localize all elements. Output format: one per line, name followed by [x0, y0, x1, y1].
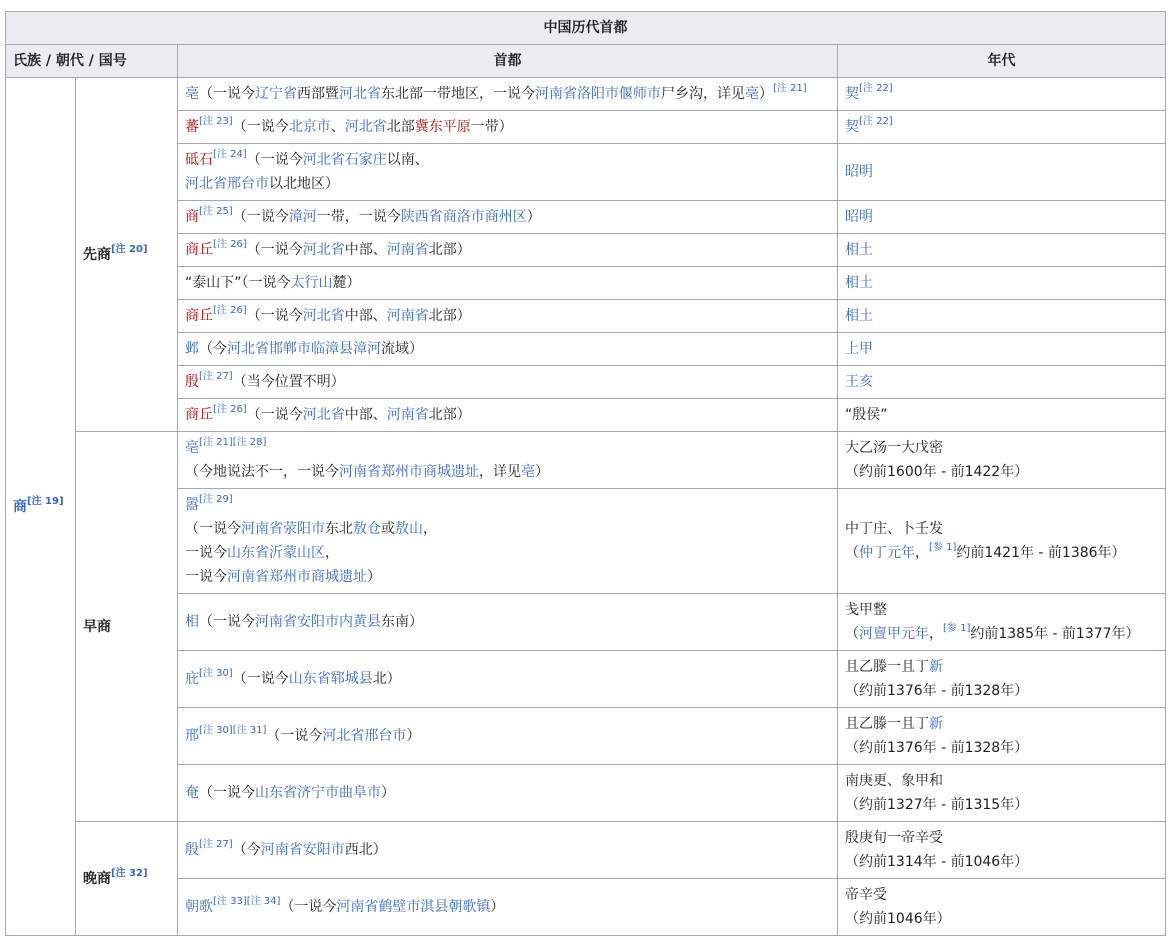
- header-group[interactable]: 氏族 / 朝代 / 国号: [6, 45, 178, 78]
- table-row: [6, 879, 1166, 936]
- capital-link[interactable]: 邢: [185, 728, 199, 744]
- capital-link[interactable]: 河北省: [302, 407, 345, 423]
- capital-text: （一说今: [246, 242, 303, 258]
- capital-link[interactable]: 河南省: [339, 464, 381, 480]
- period-note-ref[interactable]: [注 22]: [859, 116, 893, 127]
- capital-text: （一说今: [266, 728, 323, 744]
- header-capital[interactable]: 首都: [178, 45, 838, 78]
- capital-text: （一说今: [199, 785, 255, 801]
- capital-text: 北部）: [428, 407, 471, 423]
- period-cell: [838, 333, 1166, 366]
- capital-text: ，: [325, 545, 339, 561]
- capital-text: （当今位置不明）: [232, 374, 345, 390]
- capital-text: （一说今: [185, 521, 241, 537]
- period-cell: [838, 78, 1166, 111]
- period-text: （: [845, 545, 859, 561]
- table-row: [6, 594, 1166, 651]
- table-row: [6, 111, 1166, 144]
- capital-link[interactable]: 商洛市: [442, 209, 485, 225]
- capital-cell: [178, 399, 838, 432]
- subgroup-note-ref[interactable]: [注 20]: [111, 243, 148, 255]
- table-row: [6, 78, 1166, 111]
- capital-text: ）: [759, 86, 773, 102]
- capital-redlink[interactable]: 砥石: [185, 152, 213, 168]
- capital-link[interactable]: 亳: [185, 440, 199, 456]
- period-text: （约前1314年 - 前1046年）: [845, 854, 1029, 870]
- capital-link[interactable]: 荥阳市: [283, 521, 325, 537]
- capital-text: （一说今: [246, 308, 303, 324]
- capital-text: ）: [367, 569, 381, 585]
- capital-text: ）: [490, 899, 505, 915]
- capital-link[interactable]: 亳: [185, 86, 199, 102]
- capital-text: ，详见: [479, 464, 521, 480]
- capital-link[interactable]: 河南省: [535, 86, 577, 102]
- table-row: [6, 489, 1166, 594]
- capital-redlink[interactable]: 冀东平原: [414, 119, 471, 135]
- period-link[interactable]: 契: [845, 119, 859, 135]
- capital-cell: [178, 78, 838, 111]
- period-link[interactable]: 河亶甲元年: [859, 626, 929, 642]
- capital-text: 或: [381, 521, 395, 537]
- capital-text: 东南）: [381, 614, 423, 630]
- capital-link[interactable]: 曲阜市: [339, 785, 381, 801]
- period-cell: [838, 300, 1166, 333]
- subgroup-note-ref[interactable]: [注 32]: [111, 867, 148, 879]
- capital-link[interactable]: 偃师市: [619, 86, 661, 102]
- period-text: 约前1421年 - 前1386年）: [956, 545, 1126, 561]
- period-note-ref[interactable]: [参 1]: [943, 623, 971, 634]
- capital-cell: [178, 111, 838, 144]
- capital-text: 西北）: [344, 842, 387, 858]
- capital-text: 一说今: [185, 569, 227, 585]
- capital-link[interactable]: 郑州市: [381, 464, 423, 480]
- capital-cell: [178, 267, 838, 300]
- capital-text: （一说今: [246, 152, 303, 168]
- subgroup-name: 早商: [83, 618, 111, 635]
- capital-link[interactable]: 临漳县: [311, 341, 353, 357]
- period-link[interactable]: 仲丁元年: [859, 545, 915, 561]
- dynasty-cell: [6, 78, 76, 936]
- capital-link[interactable]: 相: [185, 614, 199, 630]
- capital-text: ）: [381, 785, 395, 801]
- capital-link[interactable]: 河南省: [241, 521, 283, 537]
- period-cell: [838, 234, 1166, 267]
- period-text: 约前1385年 - 前1377年）: [970, 626, 1140, 642]
- table-row: [6, 708, 1166, 765]
- capital-link[interactable]: 山东省: [227, 545, 269, 561]
- capital-link[interactable]: 鹤壁市: [378, 899, 421, 915]
- capital-cell: [178, 432, 838, 489]
- capital-link[interactable]: 朝歌: [185, 899, 213, 915]
- period-link[interactable]: 新: [929, 659, 943, 675]
- capital-link[interactable]: 内黄县: [339, 614, 381, 630]
- capital-redlink[interactable]: 商丘: [185, 242, 213, 258]
- capital-link[interactable]: 河北省: [339, 86, 381, 102]
- period-text: 且乙滕一且丁: [845, 716, 929, 732]
- capital-link[interactable]: 山东省: [288, 671, 331, 687]
- capital-link[interactable]: 河北省: [302, 152, 345, 168]
- table-body: [6, 78, 1166, 936]
- dynasty-note-ref[interactable]: [注 19]: [27, 495, 64, 507]
- period-cell: [838, 765, 1166, 822]
- capital-link[interactable]: 殷: [185, 842, 199, 858]
- capital-text: 以南、: [386, 152, 429, 168]
- dynasty-link[interactable]: 商: [13, 498, 27, 515]
- capital-redlink[interactable]: 殷: [185, 374, 199, 390]
- capital-text: 一带）: [470, 119, 513, 135]
- capital-redlink[interactable]: 商: [185, 209, 199, 225]
- capital-link[interactable]: 安阳市: [297, 614, 339, 630]
- capital-text: 中部、: [344, 407, 387, 423]
- capital-cell: [178, 489, 838, 594]
- table-row: [6, 366, 1166, 399]
- capital-text: （一说今: [246, 407, 303, 423]
- capital-note-ref[interactable]: [注 21][注 28]: [199, 437, 267, 448]
- subgroup-cell: [76, 78, 178, 432]
- capital-cell: [178, 879, 838, 936]
- capital-link[interactable]: 济宁市: [297, 785, 339, 801]
- capital-cell: [178, 366, 838, 399]
- table-row: [6, 144, 1166, 201]
- capital-text: 尸乡沟，详见: [661, 86, 745, 102]
- capital-link[interactable]: 河南省: [386, 242, 429, 258]
- capital-link[interactable]: 石家庄: [344, 152, 387, 168]
- capital-text: （一说今: [280, 899, 337, 915]
- capital-text: （一说今: [232, 671, 289, 687]
- period-link[interactable]: 契: [845, 86, 859, 102]
- capital-link[interactable]: 洛阳市: [577, 86, 619, 102]
- capital-text: ）: [406, 728, 421, 744]
- capital-note-ref[interactable]: [注 26]: [213, 404, 247, 415]
- period-text: （约前1600年 - 前1422年）: [845, 464, 1029, 480]
- subgroup-cell: [76, 432, 178, 822]
- period-text: 大乙汤一大戊密: [845, 440, 943, 456]
- capital-text: 、: [330, 119, 345, 135]
- capital-text: “泰山下”（一说今: [185, 275, 291, 291]
- period-text: 帝辛受: [845, 887, 887, 903]
- period-link[interactable]: 相土: [845, 275, 873, 291]
- capital-text: 中部、: [344, 308, 387, 324]
- capital-link[interactable]: 奄: [185, 785, 199, 801]
- capital-link[interactable]: 嚣: [185, 497, 199, 513]
- capital-link[interactable]: 朝歌镇: [448, 899, 491, 915]
- period-link[interactable]: 昭明: [845, 209, 873, 225]
- period-link[interactable]: 相土: [845, 308, 873, 324]
- capitals-table: [5, 11, 1166, 936]
- capital-link[interactable]: 沂蒙山区: [269, 545, 325, 561]
- table-row: [6, 651, 1166, 708]
- capital-text: 以北地区）: [269, 176, 339, 192]
- capital-link[interactable]: 河北省: [322, 728, 365, 744]
- capital-note-ref[interactable]: [注 27]: [199, 371, 233, 382]
- capital-link[interactable]: 河南省: [255, 614, 297, 630]
- period-text: （约前1376年 - 前1328年）: [845, 683, 1029, 699]
- table-row: [6, 267, 1166, 300]
- capital-link[interactable]: 安阳市: [302, 842, 345, 858]
- capital-text: 流域）: [381, 341, 423, 357]
- capital-link[interactable]: 商城遗址: [311, 569, 367, 585]
- capital-link[interactable]: 邺: [185, 341, 199, 357]
- period-cell: [838, 144, 1166, 201]
- period-link[interactable]: 新: [929, 716, 943, 732]
- period-text: 中丁庄、卜壬发: [845, 521, 943, 537]
- period-text: （约前1376年 - 前1328年）: [845, 740, 1029, 756]
- capital-link[interactable]: 敖山: [395, 521, 423, 537]
- period-link[interactable]: 相土: [845, 242, 873, 258]
- capital-text: （今地说法不一，一说今: [185, 464, 339, 480]
- capital-note-ref[interactable]: [注 29]: [199, 494, 233, 505]
- table-row: [6, 333, 1166, 366]
- capital-note-ref[interactable]: [注 21]: [773, 83, 807, 94]
- capital-link[interactable]: 庇: [185, 671, 199, 687]
- period-text: （: [845, 626, 859, 642]
- capital-link[interactable]: 河南省: [336, 899, 379, 915]
- capital-cell: [178, 333, 838, 366]
- capital-cell: [178, 144, 838, 201]
- period-cell: [838, 708, 1166, 765]
- period-cell: [838, 594, 1166, 651]
- table-row: [6, 822, 1166, 879]
- capital-link[interactable]: 漳河: [353, 341, 381, 357]
- period-link[interactable]: 昭明: [845, 164, 873, 180]
- period-text: ，: [929, 626, 943, 642]
- period-text: 且乙滕一且丁: [845, 659, 929, 675]
- capital-link[interactable]: 河南省: [260, 842, 303, 858]
- capital-link[interactable]: 辽宁省: [255, 86, 297, 102]
- capital-text: 东北: [325, 521, 353, 537]
- period-note-ref[interactable]: [注 22]: [859, 83, 893, 94]
- capital-link[interactable]: 太行山: [290, 275, 333, 291]
- period-text: （约前1046年）: [845, 911, 951, 927]
- capital-cell: [178, 708, 838, 765]
- table-row: [6, 432, 1166, 489]
- capital-note-ref[interactable]: [注 33][注 34]: [213, 896, 281, 907]
- capital-link[interactable]: 河北省: [185, 176, 227, 192]
- period-link[interactable]: 上甲: [845, 341, 873, 357]
- capital-link[interactable]: 敖仓: [353, 521, 381, 537]
- capital-link[interactable]: 邢台市: [364, 728, 407, 744]
- table-row: [6, 300, 1166, 333]
- capital-note-ref[interactable]: [注 26]: [213, 239, 247, 250]
- capital-text: （一说今: [232, 119, 289, 135]
- capital-text: 北部）: [428, 242, 471, 258]
- period-cell: [838, 432, 1166, 489]
- capital-text: ）: [526, 209, 541, 225]
- capital-redlink[interactable]: 商丘: [185, 308, 213, 324]
- period-text: 殷庚旬一帝辛受: [845, 830, 943, 846]
- capital-link[interactable]: 商城遗址: [423, 464, 479, 480]
- capital-text: 北）: [372, 671, 401, 687]
- capital-text: 东北部一带地区，一说今: [381, 86, 535, 102]
- capital-cell: [178, 822, 838, 879]
- capital-link[interactable]: 漳河: [288, 209, 317, 225]
- capital-note-ref[interactable]: [注 27]: [199, 839, 233, 850]
- capital-redlink[interactable]: 蕃: [185, 119, 199, 135]
- capital-link[interactable]: 邯郸市: [269, 341, 311, 357]
- table-row: [6, 399, 1166, 432]
- table-row: [6, 201, 1166, 234]
- period-cell: [838, 399, 1166, 432]
- capital-cell: [178, 594, 838, 651]
- capital-text: （一说今: [199, 614, 255, 630]
- capital-note-ref[interactable]: [注 30]: [199, 668, 233, 679]
- capital-note-ref[interactable]: [注 30][注 31]: [199, 725, 267, 736]
- capital-text: 西部暨: [297, 86, 339, 102]
- capital-text: 一带，一说今: [316, 209, 401, 225]
- period-text: ，: [915, 545, 929, 561]
- capital-note-ref[interactable]: [注 23]: [199, 116, 233, 127]
- subgroup-name: 晚商: [83, 870, 111, 887]
- capital-link[interactable]: 河北省: [302, 242, 345, 258]
- table-row: [6, 765, 1166, 822]
- capital-text: ，: [423, 521, 437, 537]
- header-period[interactable]: 年代: [838, 45, 1166, 78]
- capital-link[interactable]: 郓城县: [330, 671, 373, 687]
- capital-link[interactable]: 河北省: [227, 341, 269, 357]
- period-cell: [838, 822, 1166, 879]
- period-cell: [838, 366, 1166, 399]
- capital-text: ）: [535, 464, 549, 480]
- period-text: “殷侯”: [845, 407, 888, 423]
- capital-link[interactable]: 河北省: [302, 308, 345, 324]
- capital-link[interactable]: 郑州市: [269, 569, 311, 585]
- capital-note-ref[interactable]: [注 26]: [213, 305, 247, 316]
- capital-link[interactable]: 陕西省: [400, 209, 443, 225]
- capital-cell: [178, 765, 838, 822]
- capital-cell: [178, 234, 838, 267]
- capital-text: （今: [199, 341, 227, 357]
- capital-link[interactable]: 河南省: [227, 569, 269, 585]
- period-text: 南庚更、象甲和: [845, 773, 943, 789]
- capital-link[interactable]: 河南省: [386, 308, 429, 324]
- capital-link[interactable]: 亳: [745, 86, 759, 102]
- capital-cell: [178, 300, 838, 333]
- capital-link[interactable]: 山东省: [255, 785, 297, 801]
- period-text: （约前1327年 - 前1315年）: [845, 797, 1029, 813]
- capital-text: 北部: [386, 119, 415, 135]
- period-note-ref[interactable]: [参 1]: [929, 542, 957, 553]
- period-cell: [838, 651, 1166, 708]
- capital-text: （一说今: [199, 86, 255, 102]
- period-cell: [838, 111, 1166, 144]
- capital-link[interactable]: 北京市: [288, 119, 331, 135]
- capital-link[interactable]: 邢台市: [227, 176, 269, 192]
- period-cell: [838, 879, 1166, 936]
- subgroup-cell: [76, 822, 178, 936]
- capital-link[interactable]: 河北省: [344, 119, 387, 135]
- capital-text: 中部、: [344, 242, 387, 258]
- capital-text: 麓）: [332, 275, 361, 291]
- capital-cell: [178, 651, 838, 708]
- capital-redlink[interactable]: 商丘: [185, 407, 213, 423]
- capital-text: （一说今: [232, 209, 289, 225]
- period-cell: [838, 201, 1166, 234]
- period-text: 戋甲整: [845, 602, 887, 618]
- capital-text: （今: [232, 842, 261, 858]
- capital-link[interactable]: 河南省: [386, 407, 429, 423]
- capital-text: 北部）: [428, 308, 471, 324]
- period-link[interactable]: 王亥: [845, 374, 873, 390]
- table-row: [6, 234, 1166, 267]
- capital-cell: [178, 201, 838, 234]
- capital-link[interactable]: 淇县: [420, 899, 449, 915]
- period-cell: [838, 267, 1166, 300]
- capital-link[interactable]: 亳: [521, 464, 535, 480]
- subgroup-name: 先商: [83, 246, 111, 263]
- period-cell: [838, 489, 1166, 594]
- table-title: 中国历代首都: [6, 12, 1166, 45]
- capital-note-ref[interactable]: [注 24]: [213, 149, 247, 160]
- capital-text: 一说今: [185, 545, 227, 561]
- capital-link[interactable]: 商州区: [484, 209, 527, 225]
- capital-note-ref[interactable]: [注 25]: [199, 206, 233, 217]
